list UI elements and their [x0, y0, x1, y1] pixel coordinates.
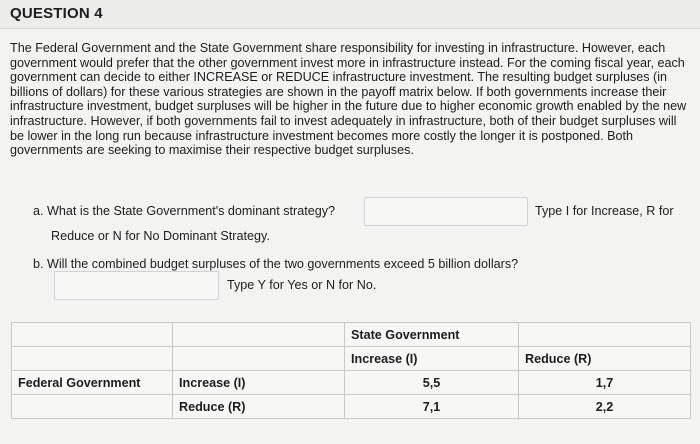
- federal-increase-label: Increase (I): [173, 371, 345, 395]
- state-government-header: State Government: [345, 323, 519, 347]
- empty-cell: [519, 323, 691, 347]
- federal-reduce-label: Reduce (R): [173, 395, 345, 419]
- table-row: [12, 371, 691, 395]
- payoff-reduce-reduce: 2,2: [519, 395, 691, 419]
- part-b-hint: Type Y for Yes or N for No.: [227, 278, 377, 292]
- empty-cell: [173, 347, 345, 371]
- payoff-increase-increase: 5,5: [345, 371, 519, 395]
- table-row: [12, 347, 691, 371]
- empty-cell: [12, 323, 173, 347]
- question-title: QUESTION 4: [10, 5, 103, 22]
- empty-cell: [173, 323, 345, 347]
- empty-cell: [12, 395, 173, 419]
- payoff-increase-reduce: 1,7: [519, 371, 691, 395]
- part-a-answer-input[interactable]: [364, 197, 528, 226]
- part-a-label: a. What is the State Government's dominant strategy?: [33, 204, 336, 218]
- part-a-hint-continued: Reduce or N for No Dominant Strategy.: [51, 229, 270, 243]
- state-increase-header: Increase (I): [345, 347, 519, 371]
- payoff-matrix: [11, 322, 691, 419]
- payoff-reduce-increase: 7,1: [345, 395, 519, 419]
- part-a-hint: Type I for Increase, R for: [535, 204, 674, 218]
- part-b-label: b. Will the combined budget surpluses of the two governments exceed 5 billion dollars?: [33, 257, 519, 271]
- table-row: [12, 395, 691, 419]
- federal-government-label: Federal Government: [12, 371, 173, 395]
- question-body: The Federal Government and the State Government share responsibility for investing in infrastructure. However, each government would prefer that the other government invest more in infrastructure instead. For the coming fiscal year, each government can decide to either INCREASE or REDUCE infrastructure investment. The resulting budget surpluses (in billions of dollars) for these various strategies are shown in the payoff matrix below. If both governments increase their infrastructure investment, budget surpluses will be higher in the future due to higher economic growth enabled by the new infrastructure. However, if both governments fail to invest adequately in infrastructure, both of their budget surpluses will be lower in the long run because infrastructure investment becomes more costly the longer it is postponed. Both governments are seeking to maximise their respective budget surpluses.: [10, 41, 687, 158]
- question-header: [0, 0, 700, 29]
- table-row: [12, 323, 691, 347]
- state-reduce-header: Reduce (R): [519, 347, 691, 371]
- empty-cell: [12, 347, 173, 371]
- part-b-answer-input[interactable]: [54, 271, 219, 300]
